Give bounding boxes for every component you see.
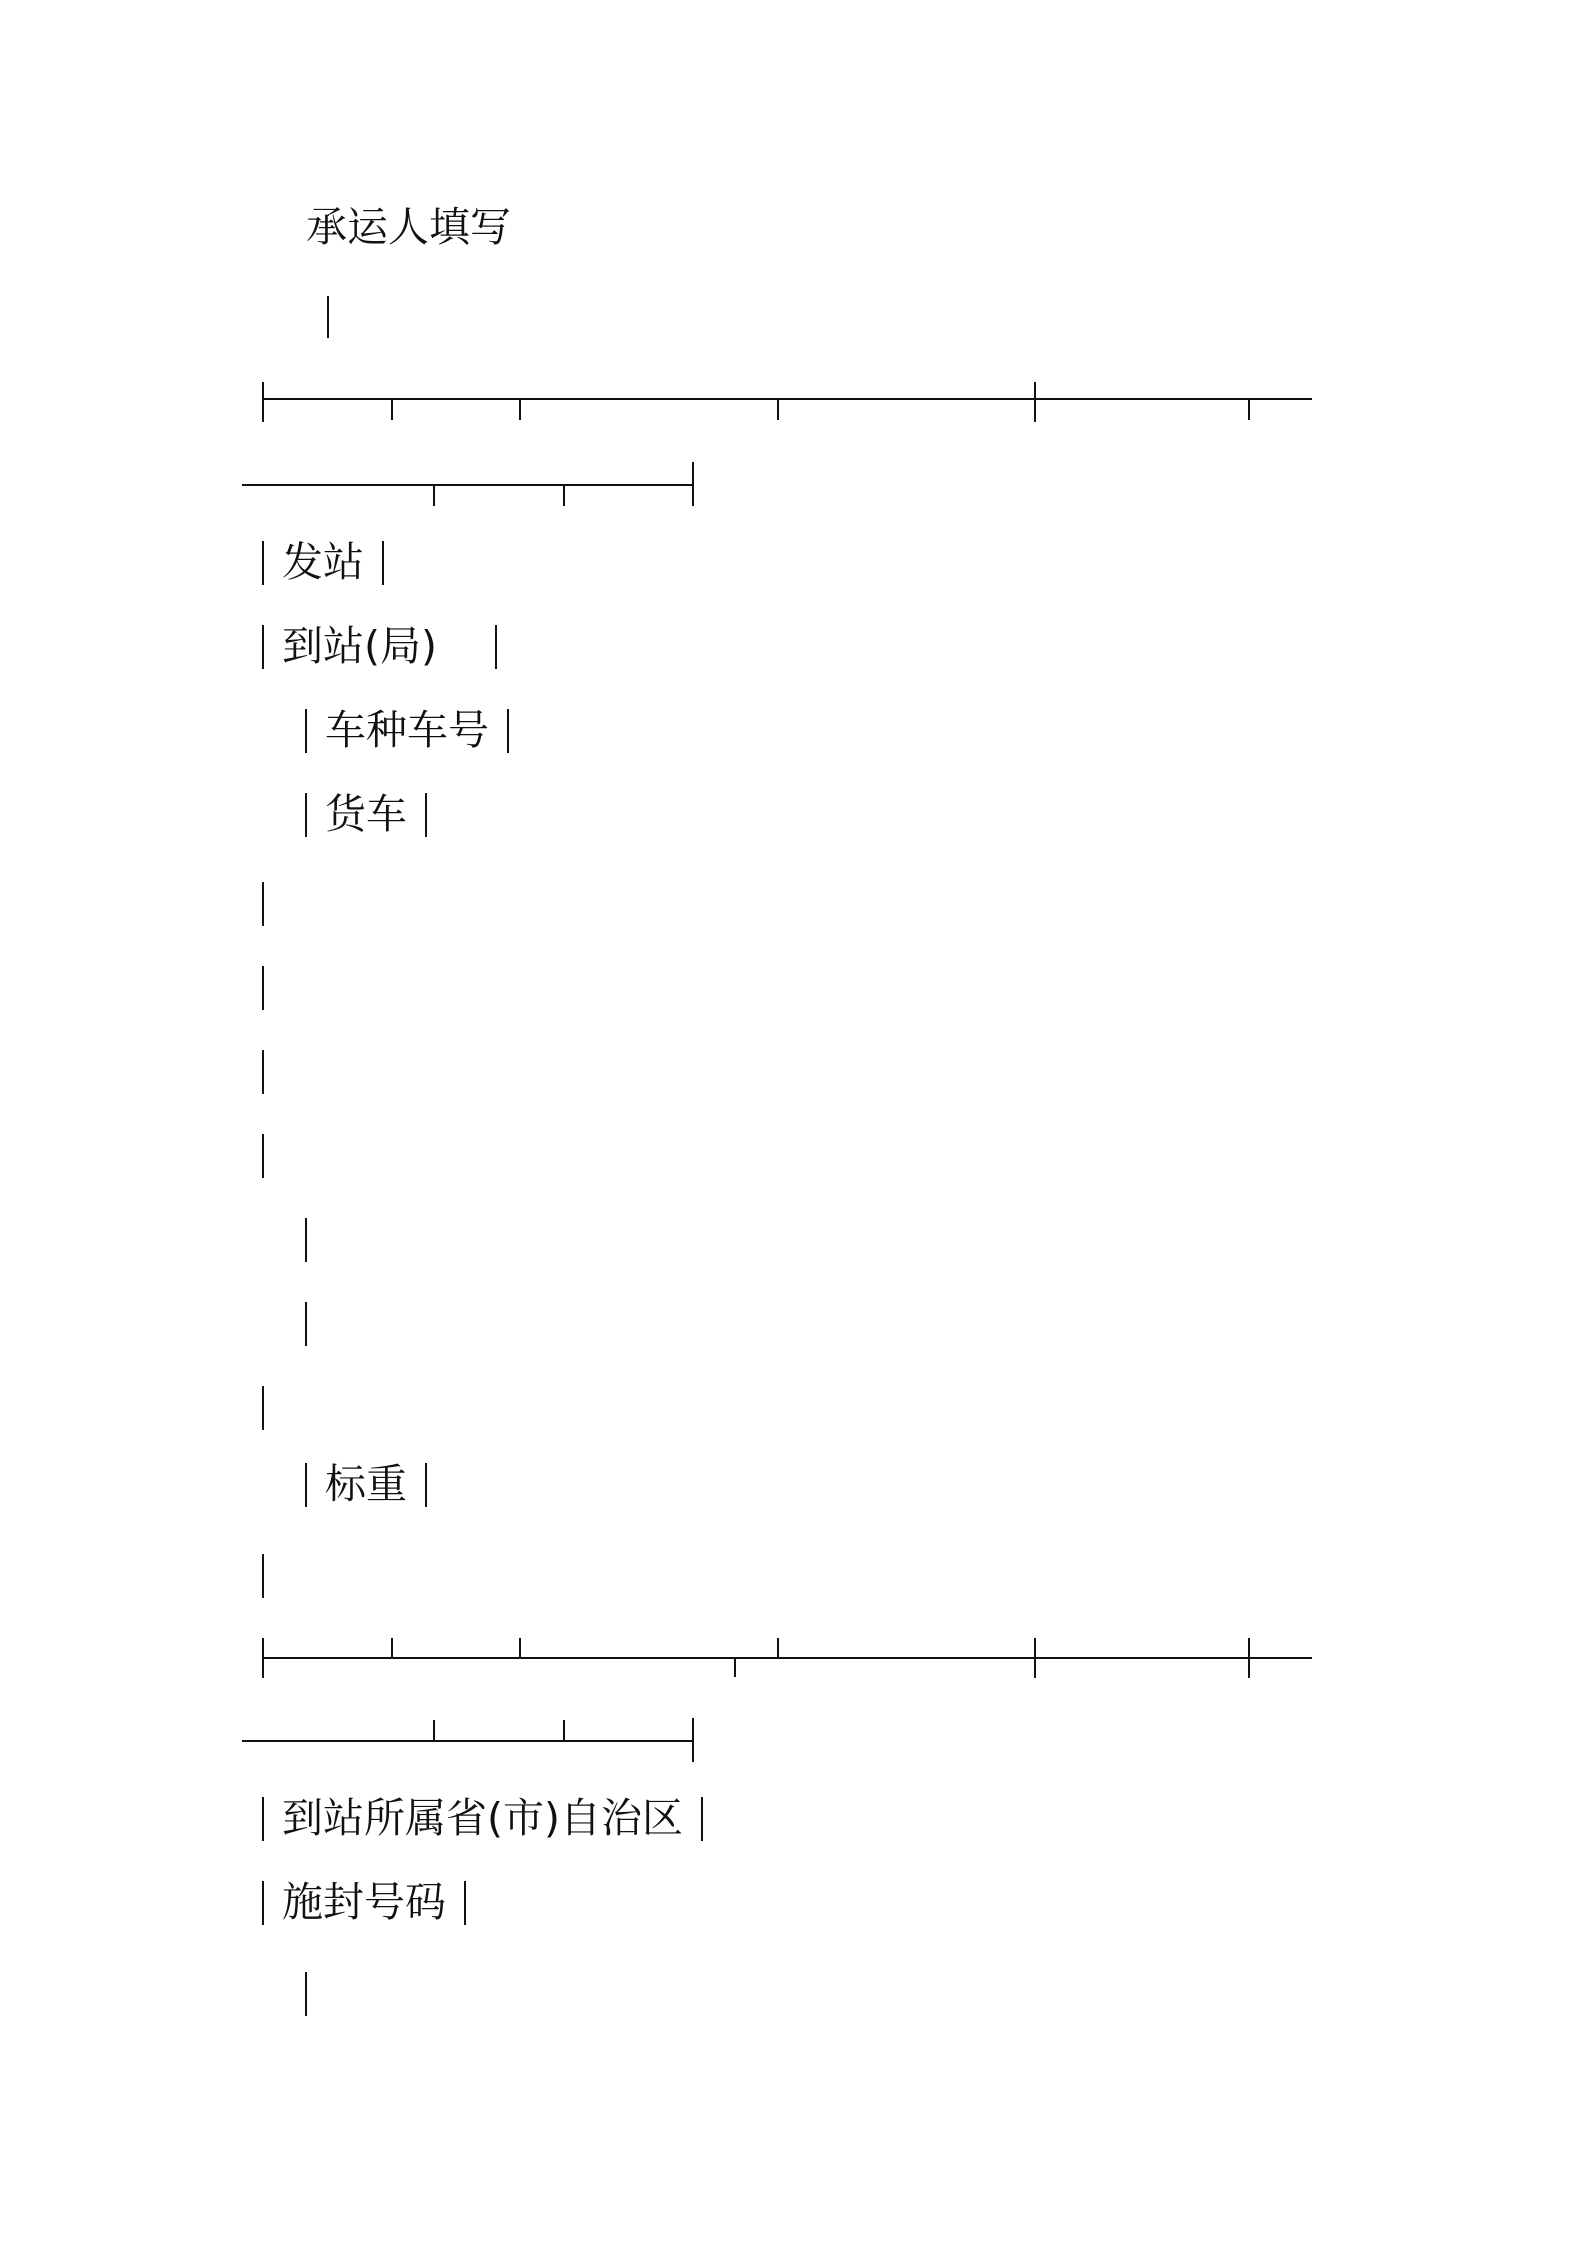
marked-weight-text: 标重 <box>325 1460 407 1508</box>
car-type-number-text: 车种车号 <box>325 706 489 754</box>
arrival-station-text: 到站(局) <box>282 622 437 670</box>
separator <box>327 296 329 338</box>
seal-number-label <box>262 1874 466 1930</box>
heading-text: 承运人填写 <box>306 203 511 251</box>
separator <box>262 1554 264 1598</box>
marked-weight-label <box>305 1456 427 1512</box>
arrival-station-label <box>262 618 497 674</box>
freight-car-label <box>305 786 427 842</box>
seal-number-text: 施封号码 <box>282 1878 446 1926</box>
car-type-number-label <box>305 702 509 758</box>
arrival-province-text: 到站所属省(市)自治区 <box>282 1794 683 1842</box>
departure-station-text: 发站 <box>282 538 364 586</box>
heading <box>306 199 511 255</box>
arrival-province-label <box>262 1790 703 1846</box>
separator <box>305 1972 307 2016</box>
freight-car-text: 货车 <box>325 790 407 838</box>
departure-station-label <box>262 534 384 590</box>
